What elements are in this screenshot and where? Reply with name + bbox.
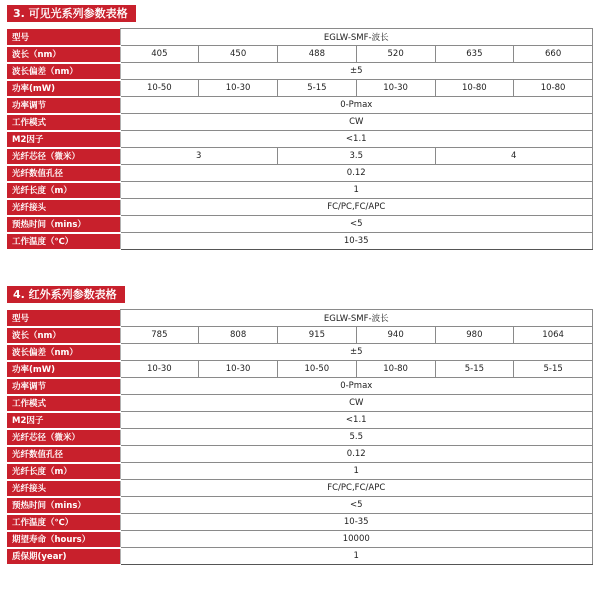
table-row bbox=[7, 497, 593, 514]
row-value: <5 bbox=[120, 216, 593, 233]
row-value: 785 bbox=[120, 327, 199, 344]
row-value: 5-15 bbox=[435, 361, 514, 378]
table-row bbox=[7, 97, 593, 114]
row-value: EGLW-SMF-波长 bbox=[120, 29, 593, 46]
table-row bbox=[7, 182, 593, 199]
row-value: 1 bbox=[120, 548, 593, 565]
row-value: <1.1 bbox=[120, 131, 593, 148]
row-value: 915 bbox=[278, 327, 357, 344]
row-label: 光纤数值孔径 bbox=[7, 165, 120, 182]
row-value: 5-15 bbox=[278, 80, 357, 97]
row-value: <1.1 bbox=[120, 412, 593, 429]
table-row bbox=[7, 514, 593, 531]
row-label: 波长偏差（nm） bbox=[7, 344, 120, 361]
row-label: 工作温度（℃） bbox=[7, 233, 120, 250]
row-value: 5-15 bbox=[514, 361, 593, 378]
row-value: 10-30 bbox=[199, 80, 278, 97]
table-row bbox=[7, 531, 593, 548]
table-row bbox=[7, 199, 593, 216]
row-value: 10-80 bbox=[356, 361, 435, 378]
row-label: 光纤长度（m） bbox=[7, 182, 120, 199]
row-value: 940 bbox=[356, 327, 435, 344]
table-row bbox=[7, 233, 593, 250]
table-row bbox=[7, 378, 593, 395]
visible-spec-table bbox=[7, 28, 593, 251]
table-row bbox=[7, 216, 593, 233]
row-label: 光纤接头 bbox=[7, 480, 120, 497]
infrared-spec-table bbox=[7, 309, 593, 566]
row-value: 520 bbox=[356, 46, 435, 63]
row-value: 3 bbox=[120, 148, 278, 165]
table-row bbox=[7, 310, 593, 327]
row-label: 光纤芯径（微米） bbox=[7, 148, 120, 165]
row-value: 10-30 bbox=[120, 361, 199, 378]
row-label: 工作模式 bbox=[7, 114, 120, 131]
row-value: 0.12 bbox=[120, 165, 593, 182]
row-label: 光纤芯径（微米） bbox=[7, 429, 120, 446]
row-value: CW bbox=[120, 395, 593, 412]
row-value: 10000 bbox=[120, 531, 593, 548]
row-value: 808 bbox=[199, 327, 278, 344]
row-value: FC/PC,FC/APC bbox=[120, 480, 593, 497]
row-label: 功率调节 bbox=[7, 378, 120, 395]
row-value: 10-30 bbox=[199, 361, 278, 378]
table-row bbox=[7, 446, 593, 463]
row-value: 10-30 bbox=[356, 80, 435, 97]
row-value: 0-Pmax bbox=[120, 97, 593, 114]
row-label: 光纤数值孔径 bbox=[7, 446, 120, 463]
row-value: 450 bbox=[199, 46, 278, 63]
table-row bbox=[7, 327, 593, 344]
row-label: 预热时间（mins） bbox=[7, 216, 120, 233]
table-row bbox=[7, 114, 593, 131]
table-row bbox=[7, 165, 593, 182]
row-value: ±5 bbox=[120, 63, 593, 80]
row-value: 660 bbox=[514, 46, 593, 63]
table-row bbox=[7, 29, 593, 46]
table-row bbox=[7, 395, 593, 412]
row-value: <5 bbox=[120, 497, 593, 514]
row-value: 1 bbox=[120, 463, 593, 480]
table-row bbox=[7, 548, 593, 565]
row-label: 功率(mW) bbox=[7, 80, 120, 97]
row-value: 10-35 bbox=[120, 233, 593, 250]
section-3-title: 3. 可见光系列参数表格 bbox=[7, 5, 136, 22]
row-value: CW bbox=[120, 114, 593, 131]
row-label: 工作温度（℃） bbox=[7, 514, 120, 531]
row-label: 型号 bbox=[7, 310, 120, 327]
table-row bbox=[7, 131, 593, 148]
row-label: 波长（nm） bbox=[7, 327, 120, 344]
row-label: 质保期(year) bbox=[7, 548, 120, 565]
row-label: 预热时间（mins） bbox=[7, 497, 120, 514]
row-value: 3.5 bbox=[278, 148, 436, 165]
row-label: 功率(mW) bbox=[7, 361, 120, 378]
row-value: 635 bbox=[435, 46, 514, 63]
section-4-title: 4. 红外系列参数表格 bbox=[7, 286, 125, 303]
row-label: 功率调节 bbox=[7, 97, 120, 114]
table-row bbox=[7, 412, 593, 429]
row-label: 工作模式 bbox=[7, 395, 120, 412]
table-row bbox=[7, 46, 593, 63]
row-label: 光纤接头 bbox=[7, 199, 120, 216]
table-row bbox=[7, 480, 593, 497]
table-row bbox=[7, 463, 593, 480]
row-label: 波长（nm） bbox=[7, 46, 120, 63]
row-label: 型号 bbox=[7, 29, 120, 46]
row-label: M2因子 bbox=[7, 412, 120, 429]
table-row bbox=[7, 361, 593, 378]
row-value: 0.12 bbox=[120, 446, 593, 463]
row-value: 10-80 bbox=[514, 80, 593, 97]
row-label: 波长偏差（nm） bbox=[7, 63, 120, 80]
row-value: ±5 bbox=[120, 344, 593, 361]
row-value: EGLW-SMF-波长 bbox=[120, 310, 593, 327]
row-label: 期望寿命（hours） bbox=[7, 531, 120, 548]
row-value: 10-50 bbox=[120, 80, 199, 97]
row-value: 10-80 bbox=[435, 80, 514, 97]
row-value: 980 bbox=[435, 327, 514, 344]
row-label: 光纤长度（m） bbox=[7, 463, 120, 480]
table-row bbox=[7, 80, 593, 97]
table-row bbox=[7, 148, 593, 165]
table-row bbox=[7, 429, 593, 446]
row-value: 5.5 bbox=[120, 429, 593, 446]
row-value: 10-50 bbox=[278, 361, 357, 378]
table-row bbox=[7, 63, 593, 80]
row-value: 1064 bbox=[514, 327, 593, 344]
table-row bbox=[7, 344, 593, 361]
row-value: 488 bbox=[278, 46, 357, 63]
row-value: 10-35 bbox=[120, 514, 593, 531]
row-value: 405 bbox=[120, 46, 199, 63]
row-value: FC/PC,FC/APC bbox=[120, 199, 593, 216]
row-value: 4 bbox=[435, 148, 593, 165]
row-value: 1 bbox=[120, 182, 593, 199]
row-label: M2因子 bbox=[7, 131, 120, 148]
row-value: 0-Pmax bbox=[120, 378, 593, 395]
